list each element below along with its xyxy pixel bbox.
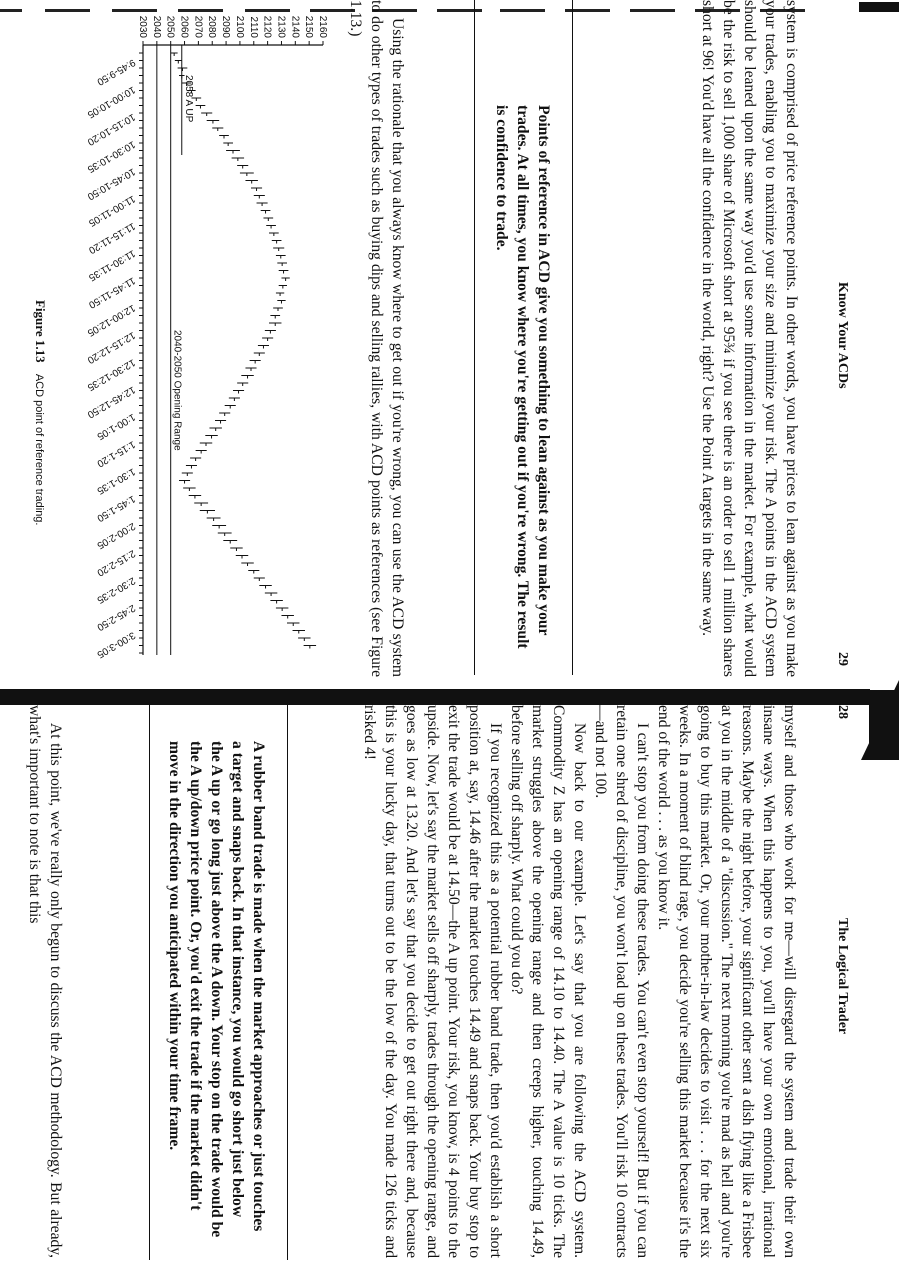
x-tick-label: 12:45-12:50 [85, 383, 137, 420]
figure-caption [32, 300, 48, 525]
y-tick-label: 2090 [220, 15, 232, 38]
page-28 [0, 705, 878, 1260]
y-tick-label: 2060 [178, 15, 190, 38]
figure-label: Figure 1.13 [33, 300, 48, 363]
paragraph: Now back to our example. Let's say that you are following the ACD system. Commodity Z has an opening range of 14.10 to 14.40. The A value is 10 ticks. The market struggles above the opening range and then creeps higher, touching 14.49, before selling off sharply. What could you do? [508, 705, 588, 1258]
y-tick-label: 2070 [192, 15, 204, 38]
y-tick-label: 2120 [261, 15, 273, 38]
y-tick-label: 2040 [150, 15, 162, 38]
x-tick-label: 9:45-9:50 [94, 56, 137, 88]
callout-box [149, 705, 288, 1260]
x-tick-label: 10:00-10:05 [85, 83, 137, 120]
x-tick-label: 12:15-12:20 [85, 329, 137, 366]
x-tick-label: 11:00-11:05 [86, 192, 137, 229]
x-tick-label: 1:00-1:05 [94, 410, 137, 442]
y-tick-label: 2110 [247, 16, 259, 38]
y-tick-label: 2140 [289, 15, 301, 38]
x-tick-label: 11:45-11:50 [86, 274, 137, 311]
body-text [359, 705, 800, 1258]
x-tick-label: 11:15-11:20 [86, 220, 137, 256]
paragraph: system is comprised of price reference points. In other words, you have prices to lean against as you make your trades, enabling you to maximize your size and minimize your risk. The A points in the ACD system should be leaned upon the same way you'd use some information in the market. For example, what would be the risk to sell 1,000 share of Microsoft short at 95¾ if you see there is an order to sell 1 million shares short at 96! You'd have all the confidence in the world, right? Use the Point A targets in the same way. [699, 0, 800, 677]
x-tick-label: 1:45-1:50 [94, 492, 137, 524]
ohlc-chart [58, 0, 338, 680]
a-up-label: 2058 A UP [182, 75, 194, 123]
y-tick-label: 2100 [233, 15, 245, 38]
x-tick-label: 1:15-1:20 [94, 438, 137, 469]
y-tick-label: 2030 [137, 15, 148, 38]
paragraph: Using the rationale that you always know where to get out if you're wrong, you can use the ACD system to do other types of trades such as buying dips and selling rallies, with ACD points as references (see Figure 1.13.) [347, 0, 406, 677]
page-number: 29 [835, 652, 850, 666]
y-tick-label: 2160 [317, 15, 328, 38]
y-tick-label: 2080 [206, 15, 218, 38]
figure-caption-text: ACD point of reference trading. [33, 373, 45, 526]
y-tick-label: 2130 [275, 15, 287, 38]
x-tick-label: 2:45-2:50 [94, 601, 137, 633]
body-paragraph [697, 0, 802, 677]
x-tick-label: 12:00-12:05 [85, 301, 137, 339]
figure-1-13 [18, 0, 338, 680]
x-tick-label: 2:00-2:05 [94, 520, 137, 551]
y-tick-label: 2050 [164, 15, 176, 38]
page-number: 28 [835, 705, 850, 719]
x-tick-label: 1:30-1:35 [94, 465, 137, 497]
paragraph: I can't stop you from doing these trades. You can't even stop yourself! But if you can retain one shred of discipline, you won't load up on these trades. You'll risk 10 contracts—and not 100. [592, 705, 651, 1258]
callout-text: A rubber band trade is made when the market approaches or just touches a target and snaps back. In that instance, you would go short just below the A up or go long just above the A down. Your stop on the trade would be the A up/down price point. Or, you'd exit the trade if the market didn't move in the direction you anticipated within your time frame. [166, 741, 267, 1238]
y-tick-label: 2150 [303, 15, 315, 38]
running-head: The Logical Trader [835, 918, 850, 1035]
x-tick-label: 11:30-11:35 [86, 247, 137, 283]
x-tick-label: 3:00-3:05 [94, 629, 137, 660]
x-tick-label: 2:15-2:20 [94, 547, 137, 578]
x-tick-label: 2:30-2:35 [94, 574, 137, 606]
callout-box [474, 0, 573, 675]
x-tick-label: 10:30-10:35 [85, 138, 137, 175]
body-paragraph [24, 705, 66, 1258]
x-tick-label: 12:30-12:35 [85, 356, 137, 393]
callout-text: Points of reference in ACD give you something to lean against as you make your trades. At all times, you know where you're getting out if you're wrong. The result is confidence to trade. [493, 105, 552, 649]
x-tick-label: 10:45-10:50 [85, 165, 137, 202]
paragraph: myself and those who work for me—will disregard the system and trade their own insane ways. When this happens to you, you'll have your own emotional, irrational reasons. Maybe the night before, your significant other sent a dish flying like a Frisbee at you in the middle of a "discussion." The next morning you're mad as hell and you're going to buy this market. Or, your mother-in-law decides to visit . . . for the next six weeks. In a moment of blind rage, you decide you're selling this market because it's the end of the world . . . as you know it. [655, 705, 798, 1258]
book-spine [0, 689, 870, 705]
paragraph: At this point, we've really only begun to discuss the ACD methodology. But already, what's important to note is that this [26, 705, 64, 1258]
running-head: Know Your ACDs [835, 282, 850, 389]
body-paragraph [345, 0, 408, 677]
opening-range-label: 2040-2050 Opening Range [171, 330, 183, 451]
paragraph: If you recognized this as a potential rubber band trade, then you'd establish a short position at, say, 14.46 after the market touches 14.49 and snaps back. Your buy stop to exit the trade would be at 14.50—the A up point. Your risk, you know, is 4 points to the upside. Now, let's say the market sells off sharply, trades through the opening range, and goes as low at 13.20. And let's say that you decide to get out right there and, because this is your lucky day, that turns out to be the low of the day. You made 126 ticks and risked 4! [361, 705, 504, 1258]
x-tick-label: 10:15-10:20 [85, 110, 137, 148]
